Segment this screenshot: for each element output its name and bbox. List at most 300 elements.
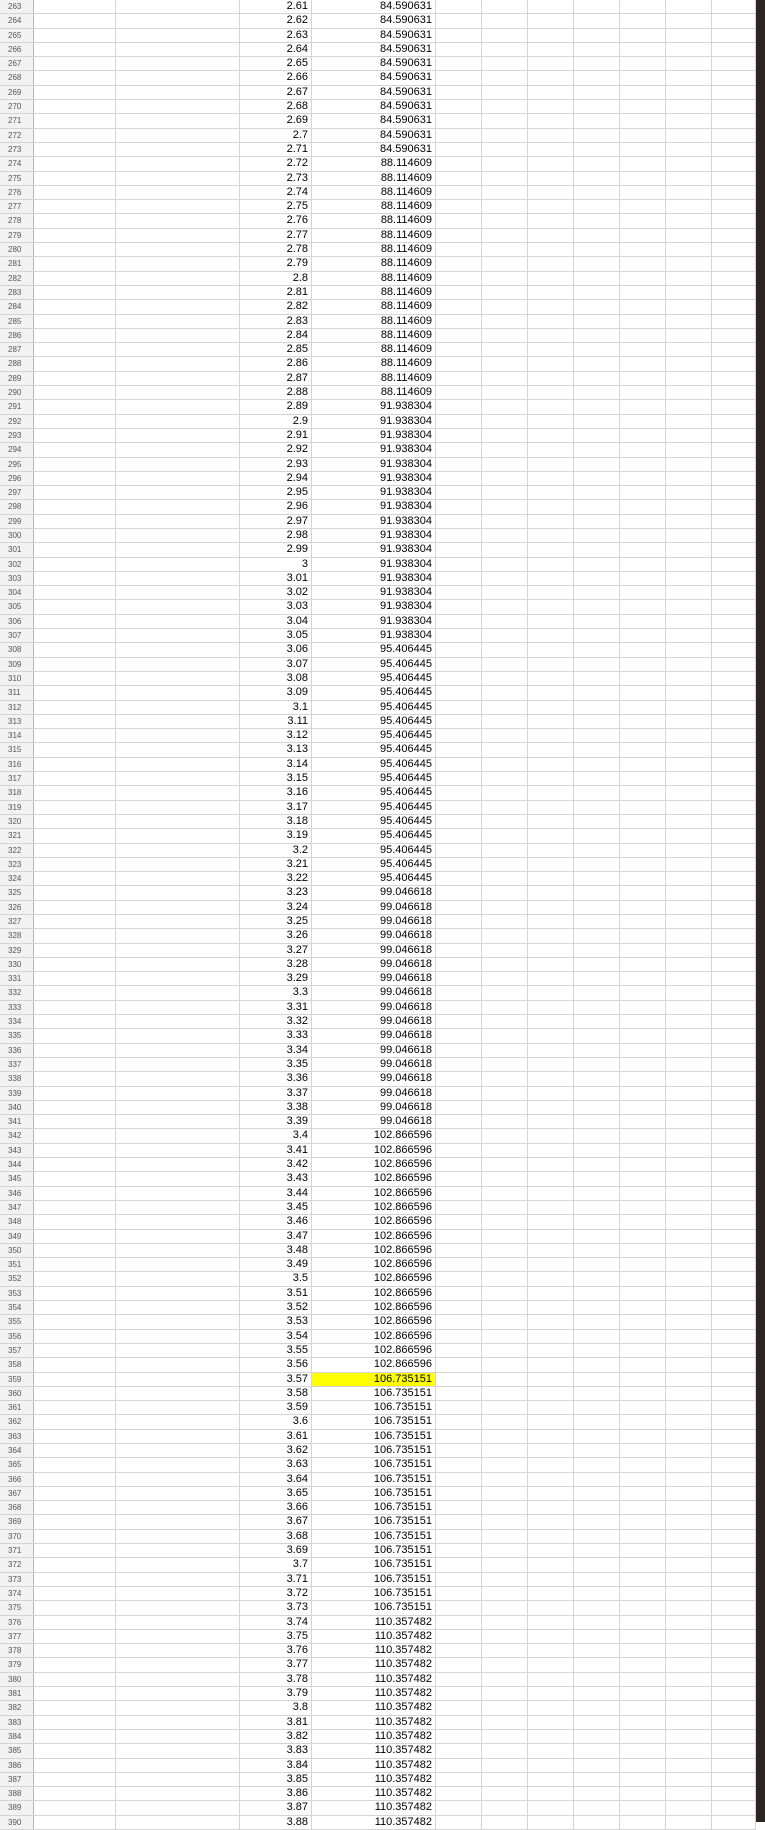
cell-col-j[interactable] [666,1487,712,1500]
row-header[interactable]: 361 [0,1401,34,1414]
cell-col-h[interactable] [574,1015,620,1028]
cell-col-g[interactable] [528,1358,574,1371]
cell-col-i[interactable] [620,1658,666,1671]
cell-col-j[interactable] [666,157,712,170]
cell-col-a[interactable] [34,643,116,656]
cell-col-b[interactable] [116,1015,240,1028]
cell-col-k[interactable] [712,100,756,113]
cell-col-k[interactable] [712,629,756,642]
row-header[interactable]: 266 [0,43,34,56]
cell-col-d[interactable]: 95.406445 [312,701,436,714]
cell-col-h[interactable] [574,1415,620,1428]
cell-col-g[interactable] [528,929,574,942]
cell-col-a[interactable] [34,1601,116,1614]
row-header[interactable]: 385 [0,1744,34,1757]
cell-col-j[interactable] [666,429,712,442]
cell-col-g[interactable] [528,1501,574,1514]
cell-col-c[interactable]: 3.44 [240,1187,312,1200]
cell-col-d[interactable]: 106.735151 [312,1558,436,1571]
row-header[interactable]: 300 [0,529,34,542]
row-header[interactable]: 331 [0,972,34,985]
cell-col-g[interactable] [528,1744,574,1757]
cell-col-b[interactable] [116,858,240,871]
cell-col-f[interactable] [482,901,528,914]
cell-col-k[interactable] [712,1773,756,1786]
cell-col-b[interactable] [116,357,240,370]
cell-col-g[interactable] [528,1330,574,1343]
cell-col-h[interactable] [574,1087,620,1100]
cell-col-g[interactable] [528,300,574,313]
cell-col-j[interactable] [666,729,712,742]
cell-col-i[interactable] [620,200,666,213]
cell-col-f[interactable] [482,372,528,385]
row-header[interactable]: 358 [0,1358,34,1371]
cell-col-h[interactable] [574,386,620,399]
cell-col-f[interactable] [482,1015,528,1028]
cell-col-e[interactable] [436,1430,482,1443]
cell-col-a[interactable] [34,1029,116,1042]
cell-col-e[interactable] [436,272,482,285]
cell-col-b[interactable] [116,958,240,971]
cell-col-e[interactable] [436,1087,482,1100]
cell-col-h[interactable] [574,858,620,871]
cell-col-e[interactable] [436,1687,482,1700]
cell-col-h[interactable] [574,1344,620,1357]
cell-col-g[interactable] [528,1444,574,1457]
cell-col-h[interactable] [574,1673,620,1686]
cell-col-g[interactable] [528,1087,574,1100]
cell-col-b[interactable] [116,615,240,628]
cell-col-k[interactable] [712,972,756,985]
cell-col-a[interactable] [34,1487,116,1500]
cell-col-d[interactable]: 102.866596 [312,1129,436,1142]
cell-col-d[interactable]: 102.866596 [312,1287,436,1300]
cell-col-k[interactable] [712,1115,756,1128]
cell-col-f[interactable] [482,1301,528,1314]
cell-col-h[interactable] [574,1816,620,1829]
cell-col-b[interactable] [116,1387,240,1400]
cell-col-d[interactable]: 91.938304 [312,600,436,613]
cell-col-a[interactable] [34,1115,116,1128]
cell-col-c[interactable]: 2.79 [240,257,312,270]
row-header[interactable]: 348 [0,1215,34,1228]
cell-col-c[interactable]: 3.67 [240,1515,312,1528]
cell-col-e[interactable] [436,415,482,428]
cell-col-k[interactable] [712,372,756,385]
cell-col-j[interactable] [666,1058,712,1071]
cell-col-f[interactable] [482,172,528,185]
cell-col-j[interactable] [666,1601,712,1614]
cell-col-k[interactable] [712,1301,756,1314]
cell-col-i[interactable] [620,1415,666,1428]
cell-col-g[interactable] [528,1158,574,1171]
cell-col-b[interactable] [116,372,240,385]
cell-col-b[interactable] [116,801,240,814]
row-header[interactable]: 288 [0,357,34,370]
cell-col-k[interactable] [712,1701,756,1714]
cell-col-k[interactable] [712,1630,756,1643]
cell-col-h[interactable] [574,1301,620,1314]
row-header[interactable]: 321 [0,829,34,842]
cell-col-j[interactable] [666,257,712,270]
cell-col-i[interactable] [620,14,666,27]
cell-col-k[interactable] [712,1473,756,1486]
cell-col-b[interactable] [116,1430,240,1443]
cell-col-i[interactable] [620,1487,666,1500]
cell-col-c[interactable]: 2.71 [240,143,312,156]
cell-col-b[interactable] [116,1115,240,1128]
cell-col-a[interactable] [34,572,116,585]
cell-col-a[interactable] [34,858,116,871]
cell-col-c[interactable]: 2.77 [240,229,312,242]
cell-col-g[interactable] [528,558,574,571]
cell-col-g[interactable] [528,472,574,485]
cell-col-c[interactable]: 3.5 [240,1272,312,1285]
cell-col-b[interactable] [116,329,240,342]
cell-col-g[interactable] [528,458,574,471]
cell-col-b[interactable] [116,1444,240,1457]
cell-col-e[interactable] [436,1573,482,1586]
cell-col-c[interactable]: 3.39 [240,1115,312,1128]
row-header[interactable]: 352 [0,1272,34,1285]
cell-col-b[interactable] [116,1158,240,1171]
row-header[interactable]: 345 [0,1172,34,1185]
cell-col-d[interactable]: 110.357482 [312,1701,436,1714]
cell-col-j[interactable] [666,1258,712,1271]
cell-col-i[interactable] [620,157,666,170]
row-header[interactable]: 332 [0,986,34,999]
cell-col-f[interactable] [482,929,528,942]
cell-col-f[interactable] [482,701,528,714]
cell-col-h[interactable] [574,1001,620,1014]
cell-col-h[interactable] [574,1587,620,1600]
row-header[interactable]: 390 [0,1816,34,1829]
cell-col-i[interactable] [620,686,666,699]
cell-col-a[interactable] [34,1744,116,1757]
cell-col-a[interactable] [34,1287,116,1300]
cell-col-f[interactable] [482,1272,528,1285]
row-header[interactable]: 378 [0,1644,34,1657]
row-header[interactable]: 364 [0,1444,34,1457]
cell-col-c[interactable]: 3.54 [240,1330,312,1343]
cell-col-f[interactable] [482,629,528,642]
cell-col-a[interactable] [34,1258,116,1271]
cell-col-j[interactable] [666,586,712,599]
cell-col-g[interactable] [528,114,574,127]
cell-col-k[interactable] [712,772,756,785]
cell-col-i[interactable] [620,758,666,771]
cell-col-i[interactable] [620,1158,666,1171]
cell-col-d[interactable]: 106.735151 [312,1587,436,1600]
cell-col-f[interactable] [482,386,528,399]
cell-col-d[interactable]: 106.735151 [312,1515,436,1528]
cell-col-b[interactable] [116,1373,240,1386]
row-header[interactable]: 322 [0,844,34,857]
cell-col-h[interactable] [574,1458,620,1471]
row-header[interactable]: 269 [0,86,34,99]
cell-col-j[interactable] [666,229,712,242]
cell-col-e[interactable] [436,629,482,642]
cell-col-b[interactable] [116,415,240,428]
cell-col-g[interactable] [528,14,574,27]
cell-col-h[interactable] [574,1773,620,1786]
cell-col-d[interactable]: 88.114609 [312,172,436,185]
cell-col-c[interactable]: 2.68 [240,100,312,113]
cell-col-j[interactable] [666,529,712,542]
cell-col-h[interactable] [574,1801,620,1814]
cell-col-k[interactable] [712,243,756,256]
cell-col-b[interactable] [116,1287,240,1300]
cell-col-d[interactable]: 88.114609 [312,214,436,227]
cell-col-f[interactable] [482,1573,528,1586]
cell-col-k[interactable] [712,1444,756,1457]
cell-col-c[interactable]: 3.41 [240,1144,312,1157]
cell-col-j[interactable] [666,57,712,70]
cell-col-f[interactable] [482,1716,528,1729]
cell-col-a[interactable] [34,300,116,313]
cell-col-b[interactable] [116,1701,240,1714]
cell-col-e[interactable] [436,472,482,485]
cell-col-h[interactable] [574,1115,620,1128]
cell-col-h[interactable] [574,972,620,985]
cell-col-a[interactable] [34,357,116,370]
cell-col-g[interactable] [528,415,574,428]
cell-col-g[interactable] [528,1601,574,1614]
cell-col-k[interactable] [712,1215,756,1228]
cell-col-a[interactable] [34,43,116,56]
cell-col-c[interactable]: 2.86 [240,357,312,370]
cell-col-h[interactable] [574,1630,620,1643]
row-header[interactable]: 299 [0,515,34,528]
cell-col-h[interactable] [574,715,620,728]
cell-col-c[interactable]: 2.92 [240,443,312,456]
cell-col-i[interactable] [620,1115,666,1128]
cell-col-f[interactable] [482,1473,528,1486]
cell-col-e[interactable] [436,243,482,256]
cell-col-c[interactable]: 3.72 [240,1587,312,1600]
cell-col-a[interactable] [34,1716,116,1729]
cell-col-b[interactable] [116,729,240,742]
cell-col-g[interactable] [528,1215,574,1228]
cell-col-f[interactable] [482,1187,528,1200]
cell-col-d[interactable]: 91.938304 [312,629,436,642]
cell-col-h[interactable] [574,815,620,828]
cell-col-k[interactable] [712,257,756,270]
cell-col-d[interactable]: 84.590631 [312,71,436,84]
cell-col-j[interactable] [666,1187,712,1200]
cell-col-j[interactable] [666,629,712,642]
cell-col-f[interactable] [482,1315,528,1328]
cell-col-e[interactable] [436,1644,482,1657]
cell-col-i[interactable] [620,143,666,156]
cell-col-a[interactable] [34,786,116,799]
cell-col-e[interactable] [436,1244,482,1257]
row-header[interactable]: 297 [0,486,34,499]
cell-col-d[interactable]: 110.357482 [312,1658,436,1671]
cell-col-d[interactable]: 102.866596 [312,1144,436,1157]
row-header[interactable]: 280 [0,243,34,256]
cell-col-h[interactable] [574,886,620,899]
cell-col-h[interactable] [574,1373,620,1386]
cell-col-j[interactable] [666,1473,712,1486]
cell-col-d[interactable]: 102.866596 [312,1330,436,1343]
cell-col-g[interactable] [528,486,574,499]
cell-col-i[interactable] [620,429,666,442]
cell-col-d[interactable]: 88.114609 [312,200,436,213]
cell-col-f[interactable] [482,429,528,442]
cell-col-c[interactable]: 2.87 [240,372,312,385]
cell-col-h[interactable] [574,901,620,914]
cell-col-i[interactable] [620,458,666,471]
cell-col-j[interactable] [666,1344,712,1357]
cell-col-g[interactable] [528,815,574,828]
cell-col-e[interactable] [436,1001,482,1014]
cell-col-f[interactable] [482,214,528,227]
cell-col-a[interactable] [34,415,116,428]
cell-col-j[interactable] [666,1816,712,1829]
row-header[interactable]: 287 [0,343,34,356]
cell-col-j[interactable] [666,214,712,227]
row-header[interactable]: 303 [0,572,34,585]
cell-col-b[interactable] [116,214,240,227]
cell-col-c[interactable]: 3.83 [240,1744,312,1757]
cell-col-e[interactable] [436,343,482,356]
cell-col-g[interactable] [528,1530,574,1543]
cell-col-i[interactable] [620,1272,666,1285]
cell-col-g[interactable] [528,186,574,199]
cell-col-j[interactable] [666,543,712,556]
row-header[interactable]: 279 [0,229,34,242]
cell-col-g[interactable] [528,100,574,113]
cell-col-f[interactable] [482,1773,528,1786]
cell-col-g[interactable] [528,57,574,70]
cell-col-i[interactable] [620,801,666,814]
cell-col-d[interactable]: 110.357482 [312,1687,436,1700]
cell-col-f[interactable] [482,729,528,742]
cell-col-h[interactable] [574,1544,620,1557]
cell-col-k[interactable] [712,1430,756,1443]
cell-col-k[interactable] [712,1144,756,1157]
row-header[interactable]: 271 [0,114,34,127]
cell-col-i[interactable] [620,586,666,599]
cell-col-d[interactable]: 99.046618 [312,886,436,899]
cell-col-j[interactable] [666,886,712,899]
cell-col-i[interactable] [620,29,666,42]
cell-col-g[interactable] [528,86,574,99]
cell-col-d[interactable]: 91.938304 [312,572,436,585]
cell-col-a[interactable] [34,243,116,256]
cell-col-c[interactable]: 2.73 [240,172,312,185]
cell-col-e[interactable] [436,1787,482,1800]
cell-col-c[interactable]: 3.81 [240,1716,312,1729]
cell-col-f[interactable] [482,615,528,628]
cell-col-e[interactable] [436,172,482,185]
cell-col-e[interactable] [436,1215,482,1228]
cell-col-k[interactable] [712,43,756,56]
cell-col-i[interactable] [620,1344,666,1357]
cell-col-g[interactable] [528,1816,574,1829]
cell-col-h[interactable] [574,686,620,699]
cell-col-h[interactable] [574,729,620,742]
cell-col-e[interactable] [436,43,482,56]
cell-col-e[interactable] [436,429,482,442]
cell-col-g[interactable] [528,229,574,242]
cell-col-i[interactable] [620,1358,666,1371]
cell-col-f[interactable] [482,286,528,299]
cell-col-c[interactable]: 2.88 [240,386,312,399]
cell-col-c[interactable]: 3.19 [240,829,312,842]
cell-col-f[interactable] [482,14,528,27]
cell-col-j[interactable] [666,1644,712,1657]
cell-col-i[interactable] [620,729,666,742]
cell-col-c[interactable]: 3.22 [240,872,312,885]
row-header[interactable]: 349 [0,1230,34,1243]
cell-col-e[interactable] [436,1044,482,1057]
cell-col-a[interactable] [34,1701,116,1714]
cell-col-h[interactable] [574,672,620,685]
cell-col-e[interactable] [436,157,482,170]
cell-col-b[interactable] [116,1230,240,1243]
cell-col-i[interactable] [620,672,666,685]
cell-col-j[interactable] [666,286,712,299]
cell-col-i[interactable] [620,844,666,857]
cell-col-h[interactable] [574,643,620,656]
row-header[interactable]: 357 [0,1344,34,1357]
row-header[interactable]: 282 [0,272,34,285]
cell-col-c[interactable]: 3.86 [240,1787,312,1800]
cell-col-j[interactable] [666,872,712,885]
cell-col-e[interactable] [436,1816,482,1829]
cell-col-g[interactable] [528,29,574,42]
cell-col-k[interactable] [712,1530,756,1543]
cell-col-i[interactable] [620,286,666,299]
cell-col-j[interactable] [666,186,712,199]
cell-col-h[interactable] [574,329,620,342]
cell-col-e[interactable] [436,886,482,899]
cell-col-c[interactable]: 3.01 [240,572,312,585]
cell-col-h[interactable] [574,100,620,113]
cell-col-i[interactable] [620,986,666,999]
cell-col-h[interactable] [574,1287,620,1300]
cell-col-j[interactable] [666,1558,712,1571]
cell-col-f[interactable] [482,1230,528,1243]
cell-col-c[interactable]: 3.77 [240,1658,312,1671]
cell-col-i[interactable] [620,172,666,185]
cell-col-j[interactable] [666,1087,712,1100]
cell-col-g[interactable] [528,1287,574,1300]
cell-col-b[interactable] [116,172,240,185]
cell-col-k[interactable] [712,786,756,799]
cell-col-f[interactable] [482,1287,528,1300]
cell-col-h[interactable] [574,515,620,528]
cell-col-g[interactable] [528,615,574,628]
cell-col-h[interactable] [574,1230,620,1243]
cell-col-d[interactable]: 99.046618 [312,1058,436,1071]
cell-col-e[interactable] [436,1587,482,1600]
cell-col-j[interactable] [666,772,712,785]
cell-col-e[interactable] [436,786,482,799]
cell-col-b[interactable] [116,1258,240,1271]
cell-col-b[interactable] [116,1573,240,1586]
cell-col-c[interactable]: 2.78 [240,243,312,256]
cell-col-f[interactable] [482,1244,528,1257]
cell-col-d[interactable]: 110.357482 [312,1716,436,1729]
cell-col-a[interactable] [34,1044,116,1057]
cell-col-d[interactable]: 95.406445 [312,844,436,857]
cell-col-f[interactable] [482,758,528,771]
row-header[interactable]: 355 [0,1315,34,1328]
cell-col-j[interactable] [666,486,712,499]
